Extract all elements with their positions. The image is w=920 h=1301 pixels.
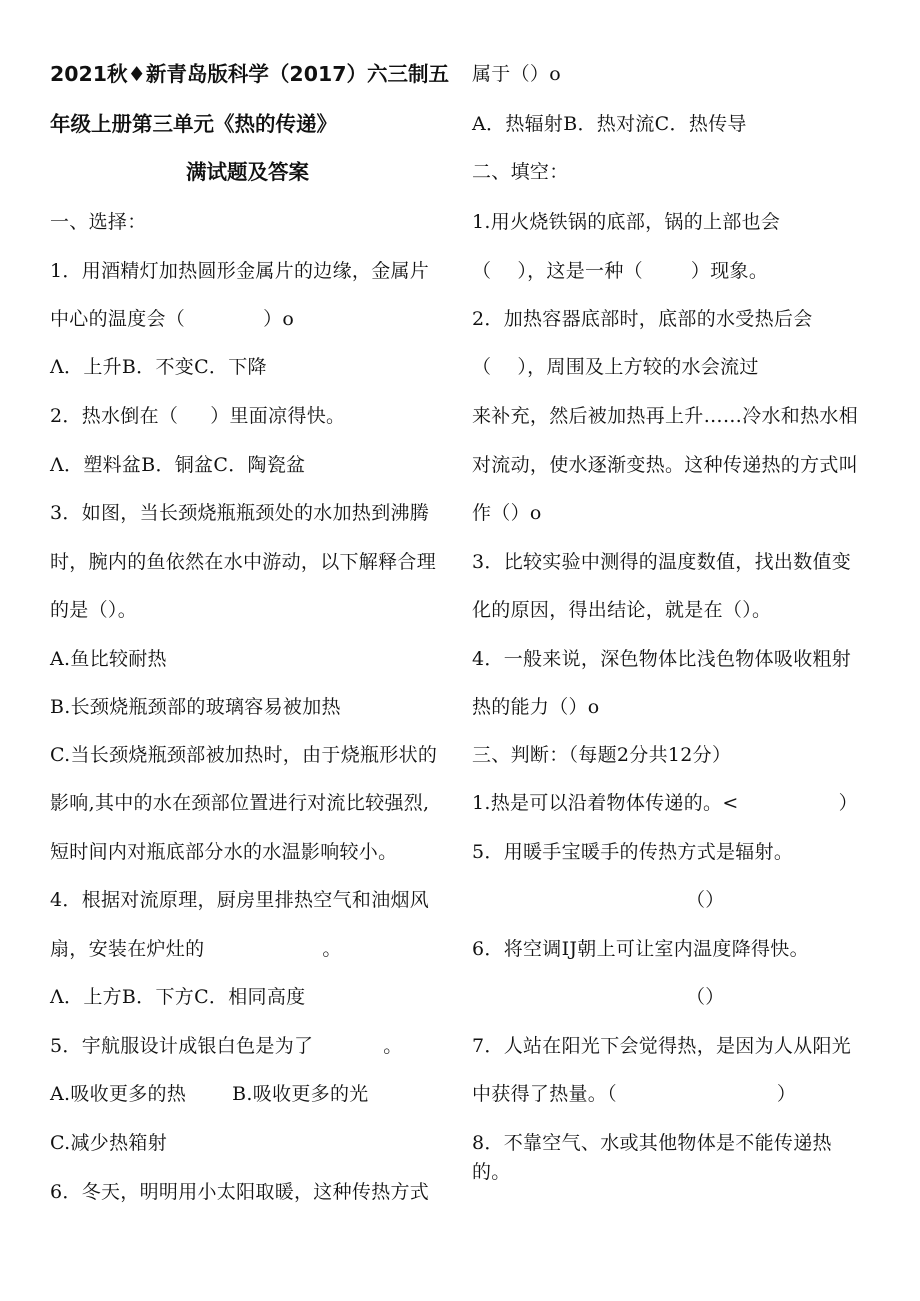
judge-q8-line2: 的。 (472, 1161, 511, 1183)
judge-q6-paren: （） (686, 986, 725, 1008)
q3-option-a: A.鱼比较耐热 (50, 648, 167, 670)
q6-line2: 属于（）o (472, 63, 561, 85)
fill-q2-line4: 对流动，使水逐渐变热。这种传递热的方式叫 (472, 454, 859, 476)
fill-q4-line2: 热的能力（）o (472, 696, 600, 718)
q5-option-c: C.减少热箱射 (50, 1132, 168, 1154)
q6-options: A．热辐射B．热对流C．热传导 (472, 113, 747, 135)
fill-q3-line2: 化的原因，得出结论，就是在（）。 (472, 599, 772, 621)
q6-line1: 6．冬天，明明用小太阳取暖，这种传热方式 (50, 1181, 430, 1203)
q4-blank-end: 。 (322, 938, 342, 960)
q4-text: 扇，安装在炉灶的 (50, 938, 205, 960)
judge-q5: 5．用暖手宝暖手的传热方式是辐射。 (472, 841, 794, 863)
judge-q7-line2 (472, 1082, 796, 1106)
judge-q1-paren-close: ） (838, 792, 858, 814)
fill-q1-paren-open: （ (472, 260, 492, 282)
q5-option-b: B.吸收更多的光 (232, 1083, 369, 1105)
q3-option-c-line1: C.当长颈烧瓶颈部被加热时，由于烧瓶形状的 (50, 744, 438, 766)
q3-line3: 的是（）。 (50, 599, 138, 621)
fill-q1-line2 (472, 259, 768, 283)
fill-q2-text: ），周围及上方较的水会流过 (517, 356, 759, 378)
section2-heading: 二、填空： (472, 161, 569, 183)
fill-q2-line2 (472, 355, 759, 379)
judge-q1 (472, 791, 858, 815)
title-line-3: 满试题及答案 (186, 160, 309, 184)
q2-line1 (50, 404, 345, 428)
title-line-1: 2021秋♦新青岛版科学（2017）六三制五 (50, 62, 449, 86)
q5-line1 (50, 1034, 403, 1058)
title-line-2: 年级上册第三单元《热的传递》 (50, 112, 337, 136)
judge-q8-line1: 8．不靠空气、水或其他物体是不能传递热 (472, 1132, 832, 1154)
q1-line1: 1．用酒精灯加热圆形金属片的边缘，金属片 (50, 260, 430, 282)
fill-q2-line3: 来补充，然后被加热再上升……冷水和热水相 (472, 405, 859, 427)
q2-text-end: ）里面凉得快。 (210, 405, 346, 427)
fill-q1-line1: 1.用火烧铁锅的底部，锅的上部也会 (472, 211, 781, 233)
fill-q2-line1: 2．加热容器底部时，底部的水受热后会 (472, 308, 813, 330)
judge-q6: 6．将空调IJ朝上可让室内温度降得快。 (472, 938, 809, 960)
q1-line2 (50, 307, 294, 331)
section1-heading: 一、选择： (50, 211, 147, 233)
q5-options-ab (50, 1082, 369, 1106)
judge-q1-text: 1.热是可以沿着物体传递的。< (472, 792, 739, 814)
q5-blank-end: 。 (383, 1035, 403, 1057)
fill-q1-text: ），这是一种（ (517, 260, 643, 282)
judge-q7-paren-close: ） (776, 1083, 797, 1105)
q4-options: Λ．上方B．下方C．相同高度 (50, 986, 306, 1008)
q1-options: Λ．上升B．不变C．下降 (50, 356, 267, 378)
judge-q7-text: 中获得了热量。（ (472, 1083, 617, 1105)
q4-line1: 4．根据对流原理，厨房里排热空气和油烟风 (50, 889, 430, 911)
fill-q2-line5: 作（）o (472, 502, 542, 524)
q3-option-c-line3: 短时间内对瓶底部分水的水温影响较小。 (50, 841, 398, 863)
fill-q4-line1: 4．一般来说，深色物体比浅色物体吸收粗射 (472, 648, 852, 670)
q3-line2: 时，腕内的鱼依然在水中游动，以下解释合理 (50, 551, 437, 573)
q5-text: 5．宇航服设计成银白色是为了 (50, 1035, 314, 1057)
fill-q2-paren-open: （ (472, 356, 492, 378)
section3-heading: 三、判断：（每题2分共12分） (472, 744, 732, 766)
q2-text: 2．热水倒在（ (50, 405, 179, 427)
fill-q3-line1: 3．比较实验中测得的温度数值，找出数值变 (472, 551, 852, 573)
q3-option-c-line2: 影响,其中的水在颈部位置进行对流比较强烈, (50, 792, 430, 814)
q1-text: 中心的温度会（ (50, 308, 186, 330)
q2-options: Λ．塑料盆B．铜盆C．陶瓷盆 (50, 454, 306, 476)
q3-line1: 3．如图，当长颈烧瓶瓶颈处的水加热到沸腾 (50, 502, 430, 524)
fill-q1-text-end: ）现象。 (690, 260, 769, 282)
q3-option-b: B.长颈烧瓶颈部的玻璃容易被加热 (50, 696, 341, 718)
q5-option-a: A.吸收更多的热 (50, 1083, 187, 1105)
judge-q7-line1: 7．人站在阳光下会觉得热，是因为人从阳光 (472, 1035, 852, 1057)
q4-line2 (50, 937, 342, 961)
judge-q5-paren: （） (686, 889, 725, 911)
q1-paren-close: ）o (263, 308, 295, 330)
